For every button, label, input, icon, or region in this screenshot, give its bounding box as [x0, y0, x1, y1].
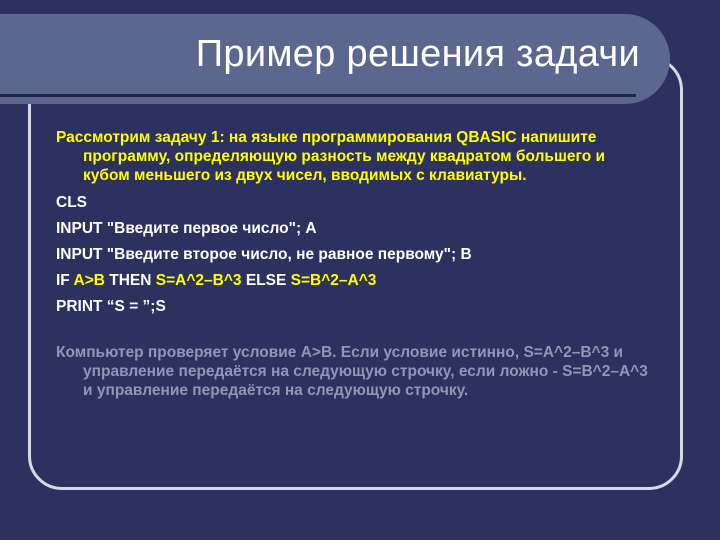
keyword-else: ELSE — [241, 272, 291, 289]
code-line-input-b: INPUT "Введите второе число, не равное первому"; B — [56, 246, 472, 263]
explanation-text: Компьютер проверяет условие A>B. Если условие истинно, S=A^2–B^3 и управление передаётся на следующую строчку, если ложно - S=B^2–A^3 и управление передаётся на следующую строчку. — [56, 344, 648, 399]
title-underline — [0, 94, 636, 97]
keyword-then: THEN — [104, 272, 156, 289]
slide-content — [56, 128, 656, 400]
code-line-if — [56, 271, 656, 290]
task-text: Рассмотрим задачу 1: на языке программирования QBASIC напишите программу, определяющую разность между квадратом большего и кубом меньшего из двух чисел, вводимых с клавиатуры. — [56, 129, 606, 184]
code-line-print: PRINT “S = ”;S — [56, 298, 166, 315]
code-line-input-a: INPUT "Введите первое число"; A — [56, 220, 317, 237]
condition: A>B — [73, 272, 105, 289]
else-expression: S=B^2–A^3 — [290, 272, 377, 289]
keyword-if: IF — [56, 272, 74, 289]
slide-title: Пример решения задачи — [195, 33, 640, 75]
code-line-cls: CLS — [56, 194, 87, 211]
then-expression: S=A^2–B^3 — [155, 272, 242, 289]
